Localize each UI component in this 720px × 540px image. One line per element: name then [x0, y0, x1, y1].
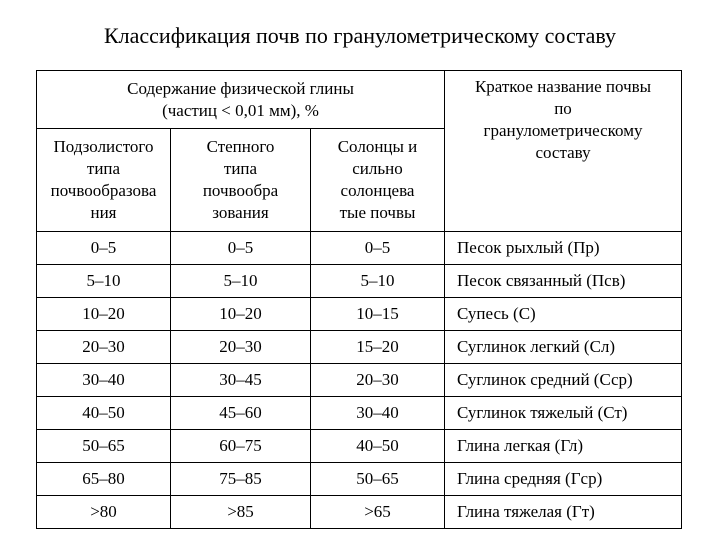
- physical-clay-header-line-1: Содержание физической глины: [127, 78, 354, 98]
- solonets-cell: 50–65: [311, 463, 445, 496]
- soil-name-cell: Глина тяжелая (Гт): [445, 496, 682, 529]
- physical-clay-header: [37, 71, 445, 129]
- short-name-header-line-1: Краткое название почвы: [474, 77, 652, 96]
- podzol-type-header-line-2: типа: [86, 159, 121, 178]
- solonets-cell: 0–5: [311, 232, 445, 265]
- podzol-cell: >80: [37, 496, 171, 529]
- solonets-cell: 40–50: [311, 430, 445, 463]
- soil-classification-table: [36, 70, 682, 529]
- steppe-cell: 5–10: [171, 265, 311, 298]
- short-name-header-line-3: гранулометрическому: [483, 121, 643, 140]
- table-row: [37, 397, 682, 430]
- soil-name-cell: Песок рыхлый (Пр): [445, 232, 682, 265]
- steppe-cell: 30–45: [171, 364, 311, 397]
- table-row: [37, 331, 682, 364]
- page-title: Классификация почв по гранулометрическому составу: [103, 23, 617, 48]
- soil-name-cell: Суглинок средний (Сср): [445, 364, 682, 397]
- table-row: [37, 430, 682, 463]
- steppe-cell: 20–30: [171, 331, 311, 364]
- solonets-header-line-3: солонцева: [340, 181, 415, 200]
- short-name-header: [445, 71, 682, 232]
- podzol-type-header-line-3: почвообразова: [50, 181, 157, 200]
- solonets-header-line-1: Солонцы и: [337, 137, 418, 156]
- podzol-type-header-line-1: Подзолистого: [53, 137, 154, 156]
- steppe-cell: 10–20: [171, 298, 311, 331]
- soil-name-cell: Супесь (С): [445, 298, 682, 331]
- solonets-cell: 30–40: [311, 397, 445, 430]
- steppe-type-header-line-3: почвообра: [202, 181, 279, 200]
- solonets-cell: 10–15: [311, 298, 445, 331]
- steppe-cell: 75–85: [171, 463, 311, 496]
- steppe-cell: 60–75: [171, 430, 311, 463]
- solonets-header-line-4: тые почвы: [339, 203, 416, 222]
- soil-name-cell: Глина легкая (Гл): [445, 430, 682, 463]
- soil-name-cell: Суглинок тяжелый (Ст): [445, 397, 682, 430]
- physical-clay-header-line-2: (частиц < 0,01 мм), %: [162, 100, 319, 120]
- table-row: [37, 265, 682, 298]
- solonets-cell: 5–10: [311, 265, 445, 298]
- solonets-header-line-2: сильно: [352, 159, 403, 178]
- podzol-cell: 65–80: [37, 463, 171, 496]
- steppe-cell: 0–5: [171, 232, 311, 265]
- solonets-header: [311, 129, 445, 232]
- soil-name-cell: Суглинок легкий (Сл): [445, 331, 682, 364]
- podzol-cell: 50–65: [37, 430, 171, 463]
- short-name-header-line-2: по: [554, 99, 572, 118]
- podzol-cell: 40–50: [37, 397, 171, 430]
- table-row: [37, 364, 682, 397]
- steppe-type-header-line-4: зования: [212, 203, 269, 222]
- header-row-top: [37, 71, 682, 129]
- podzol-cell: 30–40: [37, 364, 171, 397]
- solonets-cell: >65: [311, 496, 445, 529]
- podzol-cell: 0–5: [37, 232, 171, 265]
- table-row: [37, 496, 682, 529]
- steppe-type-header-line-1: Степного: [206, 137, 275, 156]
- solonets-cell: 20–30: [311, 364, 445, 397]
- solonets-cell: 15–20: [311, 331, 445, 364]
- steppe-cell: >85: [171, 496, 311, 529]
- podzol-cell: 20–30: [37, 331, 171, 364]
- podzol-cell: 10–20: [37, 298, 171, 331]
- soil-name-cell: Глина средняя (Гср): [445, 463, 682, 496]
- table-row: [37, 298, 682, 331]
- steppe-type-header: [171, 129, 311, 232]
- steppe-cell: 45–60: [171, 397, 311, 430]
- soil-name-cell: Песок связанный (Псв): [445, 265, 682, 298]
- podzol-type-header: [37, 129, 171, 232]
- short-name-header-line-4: составу: [535, 143, 591, 162]
- table-row: [37, 463, 682, 496]
- podzol-cell: 5–10: [37, 265, 171, 298]
- table-row: [37, 232, 682, 265]
- steppe-type-header-line-2: типа: [223, 159, 258, 178]
- podzol-type-header-line-4: ния: [90, 203, 117, 222]
